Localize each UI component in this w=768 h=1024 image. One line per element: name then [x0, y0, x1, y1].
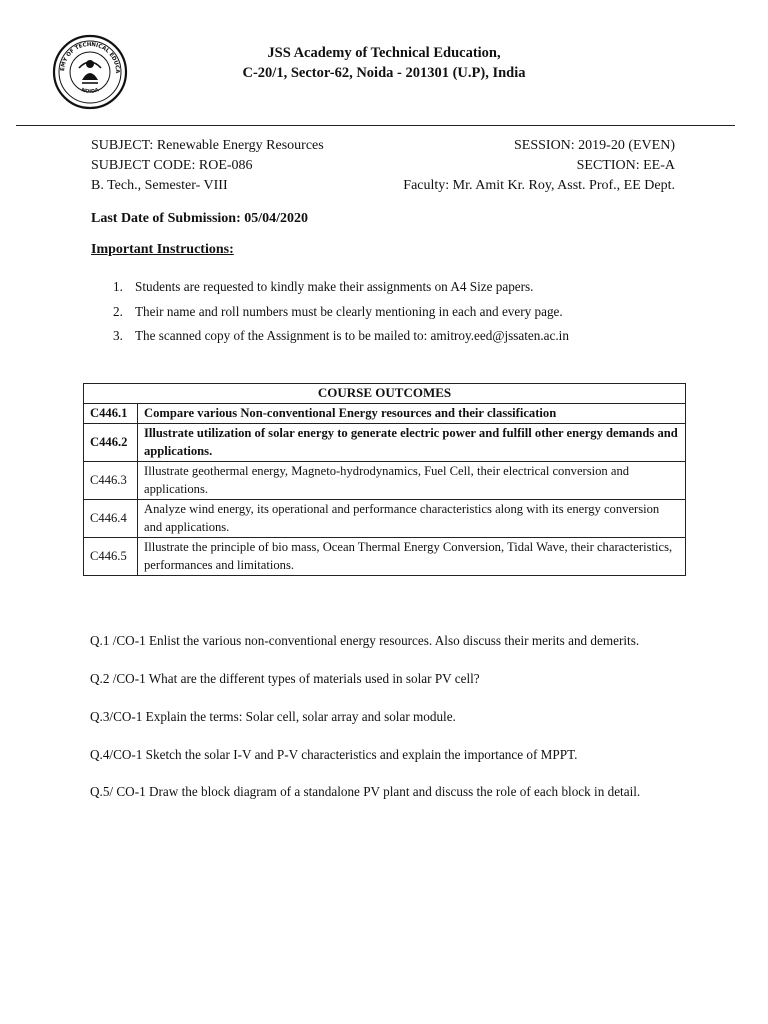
outcome-text: Compare various Non-conventional Energy resources and their classification	[138, 404, 686, 424]
subject-code: SUBJECT CODE: ROE-086	[91, 158, 253, 173]
instruction-text: The scanned copy of the Assignment is to be mailed to: amitroy.eed@jssaten.ac.in	[135, 328, 569, 343]
question-2: Q.2 /CO-1 What are the different types of materials used in solar PV cell?	[90, 671, 480, 686]
outcome-text: Illustrate the principle of bio mass, Ocean Thermal Energy Conversion, Tidal Wave, their characteristics, performances and limitations.	[138, 537, 686, 575]
instruction-item	[113, 304, 563, 320]
course-outcomes-heading: COURSE OUTCOMES	[84, 384, 686, 404]
question-1: Q.1 /CO-1 Enlist the various non-conventional energy resources. Also discuss their merits and demerits.	[90, 633, 640, 648]
instruction-text: Their name and roll numbers must be clearly mentioning in each and every page.	[135, 304, 563, 319]
table-row	[84, 404, 686, 424]
question-3: Q.3/CO-1 Explain the terms: Solar cell, solar array and solar module.	[90, 709, 456, 724]
course-outcomes-table	[83, 383, 686, 576]
last-submission-date: Last Date of Submission: 05/04/2020	[91, 211, 309, 226]
header-divider	[16, 125, 735, 126]
section: SECTION: EE-A	[576, 158, 675, 173]
outcome-code: C446.5	[84, 537, 138, 575]
svg-text:ACADEMY OF TECHNICAL EDUCATION: EMY OF TECHNICAL EDUCA	[59, 41, 121, 74]
table-row	[84, 423, 686, 461]
question-4: Q.4/CO-1 Sketch the solar I-V and P-V characteristics and explain the importance of MPPT.	[90, 747, 578, 762]
table-row	[84, 461, 686, 499]
table-row	[84, 499, 686, 537]
faculty: Faculty: Mr. Amit Kr. Roy, Asst. Prof., EE Dept.	[403, 178, 675, 193]
outcome-text: Illustrate geothermal energy, Magneto-hydrodynamics, Fuel Cell, their electrical conversion and applications.	[138, 461, 686, 499]
instruction-item	[113, 328, 569, 344]
outcome-code: C446.3	[84, 461, 138, 499]
outcome-text: Analyze wind energy, its operational and performance characteristics along with its energy conversion and applications.	[138, 499, 686, 537]
institution-name: JSS Academy of Technical Education,	[267, 45, 501, 61]
instruction-item	[113, 279, 533, 295]
outcome-code: C446.1	[84, 404, 138, 424]
question-5: Q.5/ CO-1 Draw the block diagram of a standalone PV plant and discuss the role of each block in detail.	[90, 784, 641, 799]
subject: SUBJECT: Renewable Energy Resources	[91, 138, 324, 153]
outcome-code: C446.2	[84, 423, 138, 461]
instruction-number: 2.	[113, 304, 123, 319]
instructions-heading: Important Instructions:	[91, 242, 234, 257]
institution-address: C-20/1, Sector-62, Noida - 201301 (U.P), India	[242, 65, 526, 81]
outcome-text: Illustrate utilization of solar energy to generate electric power and fulfill other energy demands and applications.	[138, 423, 686, 461]
instruction-number: 1.	[113, 279, 123, 294]
svg-text:NOIDA: NOIDA	[80, 87, 100, 95]
outcome-code: C446.4	[84, 499, 138, 537]
instruction-number: 3.	[113, 328, 123, 343]
table-row	[84, 537, 686, 575]
instruction-text: Students are requested to kindly make their assignments on A4 Size papers.	[135, 279, 534, 294]
session: SESSION: 2019-20 (EVEN)	[514, 138, 675, 153]
semester: B. Tech., Semester- VIII	[91, 178, 228, 193]
